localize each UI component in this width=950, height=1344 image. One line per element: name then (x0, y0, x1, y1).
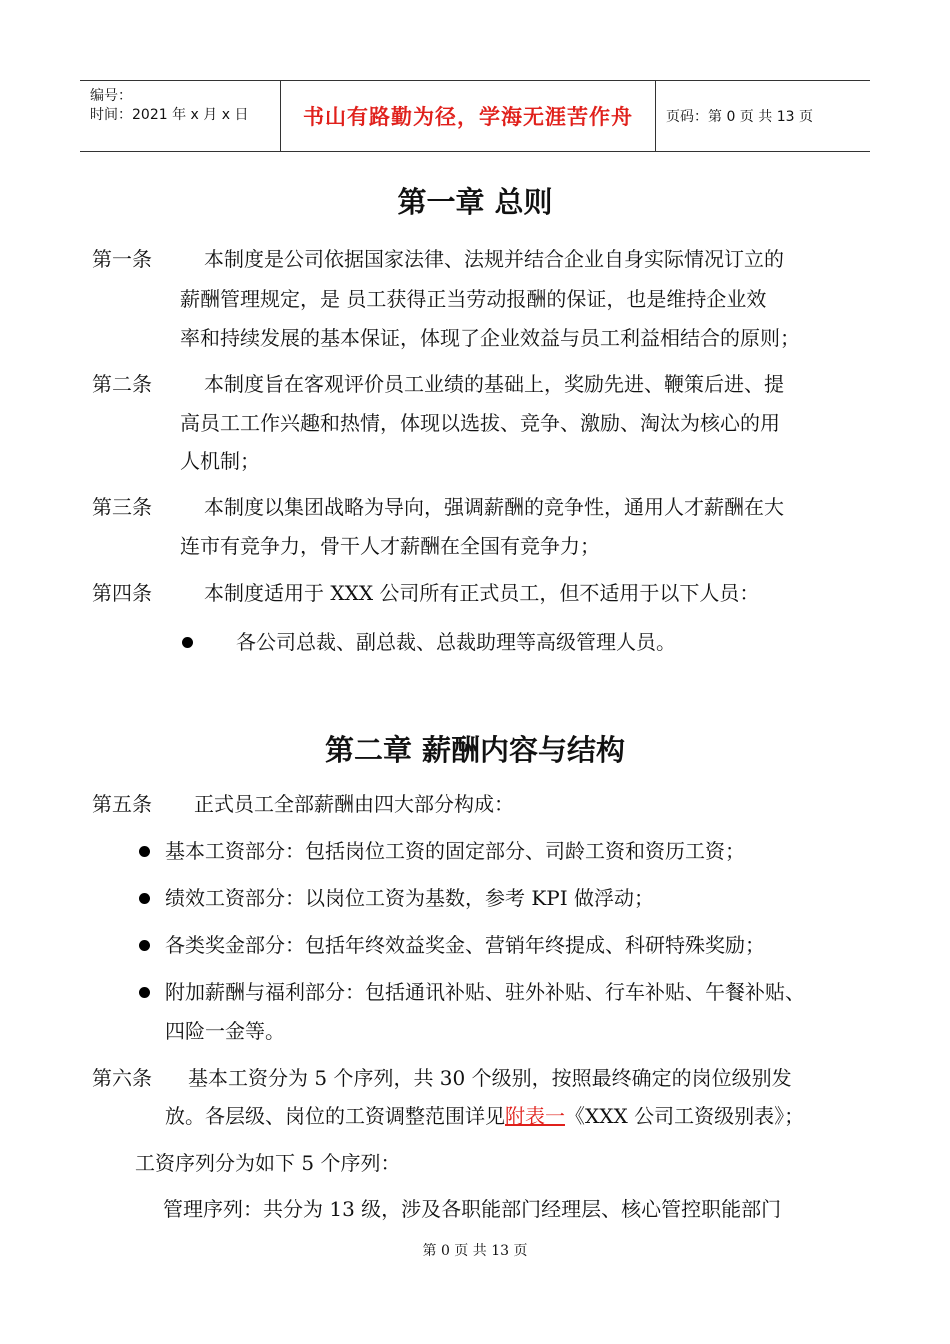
article5-text: 正式员工全部薪酬由四大部分构成： (194, 792, 514, 816)
pay-component-4: 附加薪酬与福利部分：包括通讯补贴、驻外补贴、行车补贴、午餐补贴、 (165, 980, 805, 1004)
article1-line3: 率和持续发展的基本保证，体现了企业效益与员工利益相结合的原则； (180, 326, 800, 350)
chapter1-title: 第一章 总则 (397, 185, 553, 219)
appendix-link[interactable]: 附表一 (505, 1104, 565, 1128)
pay-component-3: 各类奖金部分：包括年终效益奖金、营销年终提成、科研特殊奖励； (165, 933, 765, 957)
article6-line2-pre: 放。各层级、岗位的工资调整范围详见 (165, 1104, 505, 1128)
pay-component-1: 基本工资部分：包括岗位工资的固定部分、司龄工资和资历工资； (165, 839, 745, 863)
article2-line2: 高员工工作兴趣和热情，体现以选拔、竞争、激励、淘汰为核心的用 (180, 411, 780, 435)
series-intro: 工资序列分为如下 5 个序列： (135, 1151, 401, 1175)
header-page-label: 页码：第 0 页 共 13 页 (666, 109, 813, 125)
article4-line1: 本制度适用于 XXX 公司所有正式员工，但不适用于以下人员： (204, 581, 760, 605)
bullet-dot (139, 940, 150, 951)
management-series-line: 管理序列：共分为 13 级，涉及各职能部门经理层、核心管控职能部门 (163, 1197, 782, 1221)
exclusion-bullet: 各公司总裁、副总裁、总裁助理等高级管理人员。 (236, 630, 676, 654)
bullet-dot (182, 637, 193, 648)
article3-line1: 本制度以集团战略为导向，强调薪酬的竞争性，通用人才薪酬在大 (204, 495, 784, 519)
page-footer: 第 0 页 共 13 页 (422, 1243, 528, 1259)
article6-num: 第六条 (92, 1066, 152, 1090)
chapter2-title: 第二章 薪酬内容与结构 (324, 733, 626, 767)
article1-line1: 本制度是公司依据国家法律、法规并结合企业自身实际情况订立的 (204, 247, 784, 271)
article5-num: 第五条 (92, 792, 152, 816)
article4-num: 第四条 (92, 581, 152, 605)
pay-component-2: 绩效工资部分：以岗位工资为基数，参考 KPI 做浮动； (165, 886, 655, 910)
header-motto: 书山有路勤为径，学海无涯苦作舟 (281, 81, 656, 151)
article1-line2: 薪酬管理规定，是 员工获得正当劳动报酬的保证，也是维持企业效 (180, 287, 767, 311)
header-left-cell (80, 81, 281, 151)
article1-num: 第一条 (92, 247, 152, 271)
article6-line1: 基本工资分为 5 个序列，共 30 个级别，按照最终确定的岗位级别发 (188, 1066, 792, 1090)
pay-component-4-cont: 四险一金等。 (165, 1019, 285, 1043)
article2-num: 第二条 (92, 372, 152, 396)
bullet-dot (139, 846, 150, 857)
article3-line2: 连市有竞争力，骨干人才薪酬在全国有竞争力； (180, 534, 600, 558)
article2-line1: 本制度旨在客观评价员工业绩的基础上，奖励先进、鞭策后进、提 (204, 372, 784, 396)
article3-num: 第三条 (92, 495, 152, 519)
bullet-dot (139, 987, 150, 998)
header-table (80, 80, 870, 152)
article6-line2 (165, 1101, 804, 1131)
bullet-dot (139, 893, 150, 904)
serial-label: 编号： (90, 88, 132, 104)
time-label: 时间：2021 年 x 月 x 日 (90, 107, 249, 123)
article2-line3: 人机制； (180, 449, 260, 473)
article6-line2-post: 《XXX 公司工资级别表》； (565, 1104, 805, 1128)
